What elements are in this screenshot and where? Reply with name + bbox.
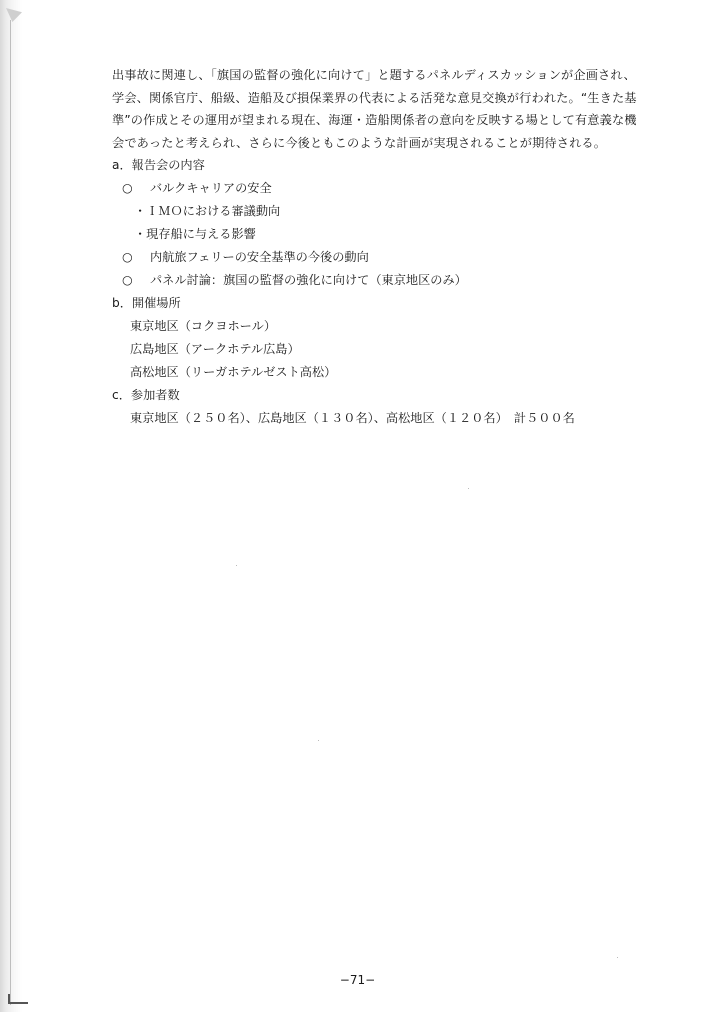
- content-subitem-existing-ships: ・現存船に与える影響: [134, 227, 256, 241]
- scan-speck: [236, 565, 237, 566]
- content-item-label: 内航旅フェリーの安全基準の今後の動向: [150, 250, 369, 264]
- section-b-heading: b．開催場所: [112, 296, 181, 310]
- content-item-label: バルクキャリアの安全: [150, 181, 272, 195]
- document-body: [112, 64, 642, 430]
- venue-takamatsu: 高松地区（リーガホテルゼスト高松）: [130, 365, 337, 379]
- scan-edge-line: [10, 20, 11, 1005]
- circle-bullet-icon: ○: [122, 250, 133, 264]
- venue-tokyo: 東京地区（コクヨホール）: [130, 319, 277, 333]
- content-item-label: パネル討論：旗国の監督の強化に向けて（東京地区のみ）: [150, 273, 467, 287]
- attendance-counts: 東京地区（２５０名）、広島地区（１３０名）、高松地区（１２０名） 計５００名: [130, 411, 575, 425]
- content-item-ferry: [112, 246, 642, 269]
- section-a-heading: a．報告会の内容: [112, 158, 205, 172]
- scan-speck: [617, 957, 618, 958]
- scan-bottom-mark: [8, 994, 28, 1004]
- scan-speck: [318, 740, 319, 741]
- scan-speck: [468, 488, 469, 489]
- scan-left-edge: [0, 0, 22, 1012]
- circle-bullet-icon: ○: [122, 181, 133, 195]
- venue-hiroshima: 広島地区（アークホテル広島）: [130, 342, 300, 356]
- page-number: −71−: [339, 973, 376, 987]
- section-c-heading: c．参加者数: [112, 388, 180, 402]
- content-subitem-imo: ・ＩＭＯにおける審議動向: [134, 204, 281, 218]
- intro-paragraph: 出事故に関連し、「旗国の監督の強化に向けて」と題するパネルディスカッションが企画され、学会、関係官庁、船級、造船及び損保業界の代表による活発な意見交換が行われた。“生きた基準”の作成とその運用が望まれる現在、海運・造船関係者の意向を反映する場として有意義な機会であったと考えられ、さらに今後ともこのような計画が実現されることが期待される。: [112, 68, 637, 150]
- circle-bullet-icon: ○: [122, 273, 133, 287]
- content-item-panel: [112, 269, 642, 292]
- content-item-bulk-carrier: [112, 177, 642, 200]
